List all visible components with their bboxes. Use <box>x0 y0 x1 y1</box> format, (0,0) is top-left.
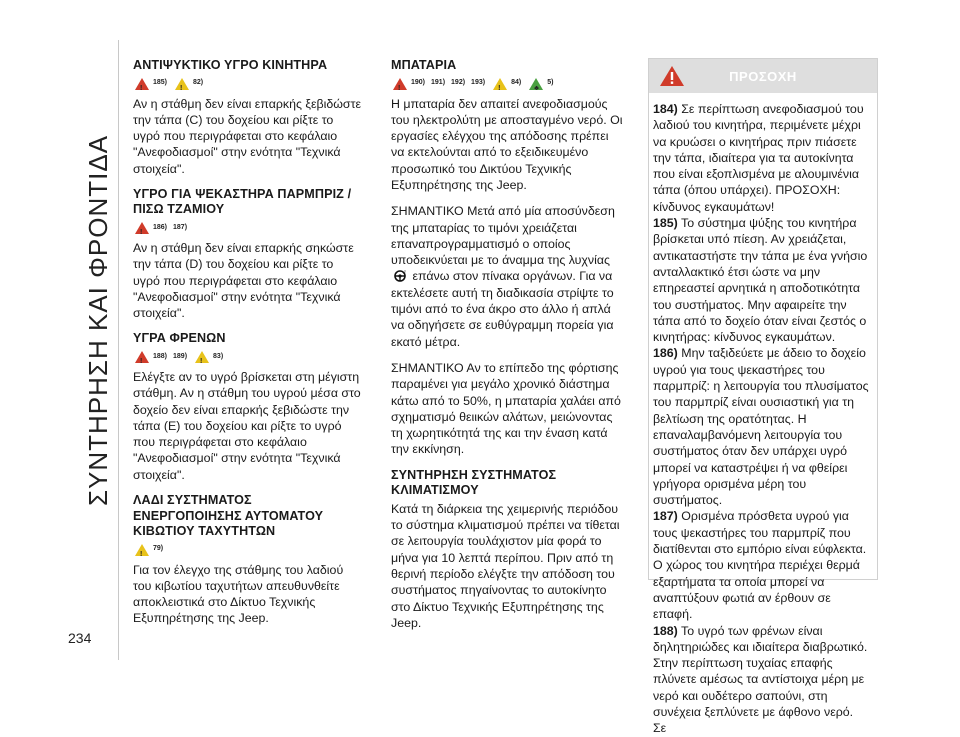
column-left <box>133 58 363 637</box>
heading-coolant: ΑΝΤΙΨΥΚΤΙΚΟ ΥΓΡΟ ΚΙΝΗΤΗΡΑ <box>133 58 328 72</box>
page-number: 234 <box>68 630 92 646</box>
steering-warning-icon <box>393 270 407 282</box>
paragraph: Αν η στάθμη δεν είναι επαρκής ξεβιδώστε την τάπα (C) του δοχείου και ρίξτε το υγρό που περιγράφεται στο κεφάλαιο "Ανεφοδιασμοί" στην ενότητα "Τεχνικά στοιχεία". <box>133 96 361 176</box>
warning-icon: ! <box>135 222 149 234</box>
warning-icon: ! <box>135 351 149 363</box>
chapter-title-vertical: ΣΥΝΤΗΡΗΣΗ ΚΑΙ ΦΡΟΝΤΙΔΑ <box>83 134 114 506</box>
heading-washer-fluid: ΥΓΡΟ ΓΙΑ ΨΕΚΑΣΤΗΡΑ ΠΑΡΜΠΡΙΖ / ΠΙΣΩ ΤΖΑΜΙΟΥ <box>133 186 352 217</box>
column-middle <box>391 58 623 641</box>
divider <box>118 40 119 660</box>
caution-icon: ! <box>175 78 189 90</box>
paragraph-steering: ΣΗΜΑΝΤΙΚΟ Μετά από μία αποσύνδεση της μπαταρίας το τιμόνι χρειάζεται επαναπρογραμματισμό ο οποίος υποδεικνύεται με το άναμμα της λυχνίας ! επάνω στον πίνακα οργάνων. Για να εκτελέσετε αυτή τη διαδικασία στρίψτε το τιμόνι από το ένα άκρο στο άλλο ή απλά να οδηγήσετε σε ευθύγραμμη πορεία για εκατό μέτρα. <box>391 204 615 349</box>
heading-air-conditioning: ΣΥΝΤΗΡΗΣΗ ΣΥΣΤΗΜΑΤΟΣ ΚΛΙΜΑΤΙΣΜΟΥ <box>391 467 557 498</box>
note-188: 188) Το υγρό των φρένων είναι δηλητηριώδες και ιδιαίτερα διαβρωτικό. Στην περίπτωση τυχαίας επαφής πλύνετε αμέσως τα αντίστοιχα μέρη με νερό και ουδέτερο σαπούνι, στη συνέχεια ξεπλύνετε με άφθονο νερό. Σε <box>653 623 868 736</box>
reference-icons: ! 186) 187) <box>133 220 363 236</box>
paragraph: Αν η στάθμη δεν είναι επαρκής σηκώστε την τάπα (D) του δοχείου και ρίξτε το υγρό που περιγράφεται στο κεφάλαιο "Ανεφοδιασμοί" στην ενότητα "Τεχνικά στοιχεία". <box>133 240 354 321</box>
paragraph: Ελέγξτε αν το υγρό βρίσκεται στη μέγιστη στάθμη. Αν η στάθμη του υγρού μέσα στο δοχείο δεν είναι επαρκής ξεβιδώστε την τάπα (E) του δοχείου και ρίξτε το υγρό που περιγράφεται στο κεφάλαιο "Ανεφοδιασμοί" στην ενότητα "Τεχνικά στοιχεία". <box>133 369 361 482</box>
reference-icons: ! 185) ! 82) <box>133 76 363 92</box>
caution-icon: ! <box>195 351 209 363</box>
environment-icon: ♣ <box>529 78 543 90</box>
warning-body <box>649 93 877 737</box>
heading-battery: ΜΠΑΤΑΡΙΑ <box>391 58 457 72</box>
note-186: 186) Μην ταξιδεύετε με άδειο το δοχείο υγρού για τους ψεκαστήρες του παρμπρίζ: η λειτουργία του πλυσίματος του παρμπρίζ είναι ουσιαστική για τη βελτίωση της ορατότητας. Η επαναλαμβανόμενη λειτουργία του συστήματος όταν δεν υπάρχει υγρό μπορεί να καταστρέψει ή να φθείρει γρήγορα ορισμένα μέρη του συστήματος. <box>653 346 869 508</box>
reference-icons: ! 190) 191) 192) 193) ! 84) ♣ 5) <box>391 76 623 92</box>
paragraph: Για τον έλεγχο της στάθμης του λαδιού του κιβωτίου ταχυτήτων απευθυνθείτε αποκλειστικά στο Δίκτυο Τεχνικής Εξυπηρέτησης της Jeep. <box>133 562 344 626</box>
reference-icons: ! 79) <box>133 542 363 558</box>
paragraph: Η μπαταρία δεν απαιτεί ανεφοδιασμούς του ηλεκτρολύτη με αποσταγμένο νερό. Οι εργασίες ελέγχου της απόδοσης πρέπει να εκτελούνται από το εξειδικευμένο προσωπικό του Δικτύου Τεχνικής Εξυπηρέτησης της Jeep. <box>391 96 623 192</box>
warning-icon: ! <box>135 78 149 90</box>
paragraph: Κατά τη διάρκεια της χειμερινής περιόδου το σύστημα κλιματισμού πρέπει να τίθεται σε λειτουργία τουλάχιστον μία φορά το μήνα για 10 λεπτά περίπου. Πριν από τη θερινή περίοδο ελέγξτε την απόδοση του συστήματος πηγαίνοντας το αυτοκίνητο στο Δίκτυο Τεχνικής Εξυπηρέτησης της Jeep. <box>391 501 620 630</box>
caution-icon: ! <box>135 544 149 556</box>
reference-icons: ! 188) 189) ! 83) <box>133 349 363 365</box>
warning-icon <box>659 65 685 87</box>
note-187: 187) Ορισμένα πρόσθετα υγρού για τους ψεκαστήρες του παρμπρίζ που διατίθενται στο εμπόριο είναι εύφλεκτα. Ο χώρος του κινητήρα περιέχει θερμά εξαρτήματα τα οποία μπορεί να αναπτύξουν φωτιά αν έρθουν σε επαφή. <box>653 509 867 622</box>
note-184: 184) Σε περίπτωση ανεφοδιασμού του λαδιού του κινητήρα, περιμένετε μέχρι να κρυώσει ο κινητήρας πριν πιάσετε την τάπα, ιδιαίτερα για τα αυτοκίνητα που είναι εξοπλισμένα με αλουμινένια τάπα (όπου υπάρχει). ΠΡΟΣΟΧΗ: κίνδυνος εγκαυμάτων! <box>653 102 864 214</box>
warning-icon: ! <box>393 78 407 90</box>
caution-icon: ! <box>493 78 507 90</box>
heading-gearbox-oil: ΛΑΔΙ ΣΥΣΤΗΜΑΤΟΣ ΕΝΕΡΓΟΠΟΙΗΣΗΣ ΑΥΤΟΜΑΤΟΥ ΚΙΒΩΤΙΟΥ ΤΑΧΥΤΗΤΩΝ <box>133 493 324 539</box>
warning-box <box>648 58 878 736</box>
heading-brake-fluid: ΥΓΡΑ ΦΡΕΝΩΝ <box>133 331 226 346</box>
paragraph: ΣΗΜΑΝΤΙΚΟ Αν το επίπεδο της φόρτισης παραμένει για μεγάλο χρονικό διάστημα κάτω από το 50%, η μπαταρία χαλάει από σχηματισμό θειικών αλάτων, μειώνοντας τη χωρητικότητά της και την έναση κατά την εκκίνηση. <box>391 360 621 457</box>
note-185: 185) Το σύστημα ψύξης του κινητήρα βρίσκεται υπό πίεση. Αν χρειάζεται, αντικαταστήστε την τάπα με ένα γνήσιο ανταλλακτικό έτσι ώστε να μην επηρεαστεί αρνητικά η αποδοτικότητα του συστήματος. Μην αφαιρείτε την τάπα από το δοχείο όταν είναι ζεστός ο κινητήρας: κίνδυνος εγκαυμάτων. <box>653 216 868 345</box>
svg-text:!: ! <box>404 270 407 277</box>
warning-header <box>649 59 877 93</box>
warning-title: ΠΡΟΣΟΧΗ <box>729 68 797 84</box>
